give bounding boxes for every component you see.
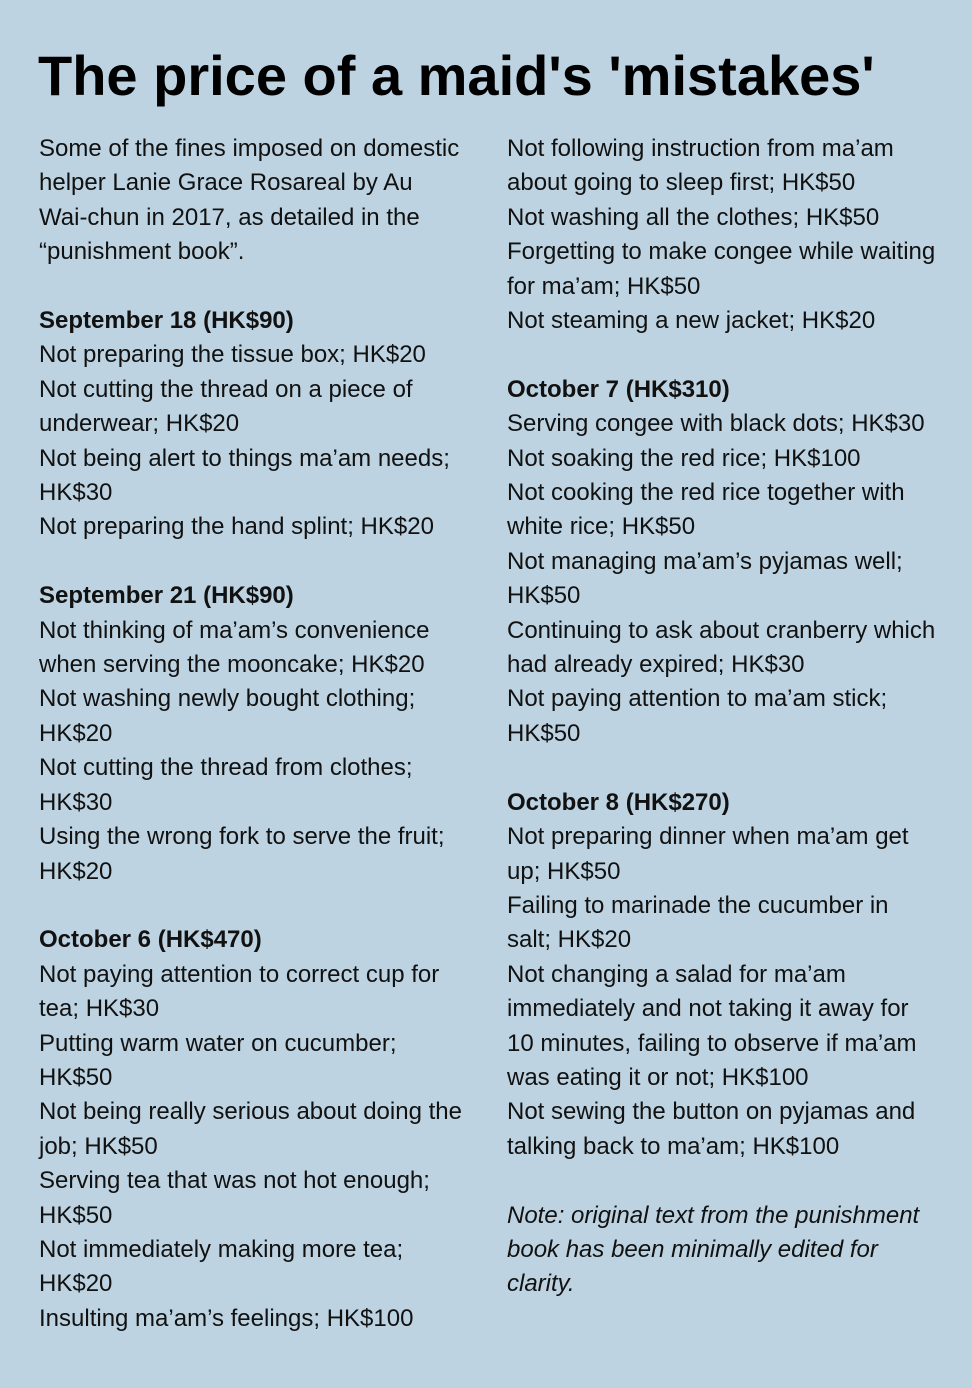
fine-item: Not changing a salad for ma’am immediately and not taking it away for 10 minutes, failing to observe if ma’am was eating it or not; HK$100 — [507, 960, 917, 1091]
right-column — [507, 132, 939, 1302]
fine-item: Not being alert to things ma’am needs; HK$30 — [39, 444, 450, 507]
fine-item: Not thinking of ma’am’s convenience when serving the mooncake; HK$20 — [39, 616, 430, 679]
section-october-8 — [507, 786, 939, 1164]
spacer — [507, 338, 939, 372]
fine-item: Not immediately making more tea; HK$20 — [39, 1235, 404, 1298]
left-column — [39, 132, 467, 1336]
section-heading: October 6 (HK$470) — [39, 926, 262, 954]
intro-text: Some of the fines imposed on domestic helper Lanie Grace Rosareal by Au Wai-chun in 2017, as detailed in the “punishment book”. — [39, 135, 460, 266]
fine-item: Continuing to ask about cranberry which had already expired; HK$30 — [507, 616, 936, 679]
fine-item: Not cutting the thread from clothes; HK$30 — [39, 754, 413, 816]
fine-item: Not cooking the red rice together with white rice; HK$50 — [507, 479, 905, 541]
fine-item: Not following instruction from ma’am about going to sleep first; HK$50 — [507, 135, 894, 197]
section-september-21 — [39, 579, 467, 889]
fine-item: Not preparing the tissue box; HK$20 — [39, 341, 426, 369]
page-title: The price of a maid's 'mistakes' — [38, 44, 875, 107]
fine-item: Using the wrong fork to serve the fruit; HK$20 — [39, 823, 445, 885]
fine-item: Serving congee with black dots; HK$30 — [507, 410, 925, 438]
spacer — [507, 1164, 939, 1198]
section-heading: October 7 (HK$310) — [507, 375, 730, 403]
spacer — [39, 270, 467, 304]
fine-item: Insulting ma’am’s feelings; HK$100 — [39, 1304, 414, 1332]
section-september-18 — [39, 304, 467, 545]
spacer — [39, 889, 467, 923]
section-october-6 — [39, 923, 467, 1336]
editorial-note: Note: original text from the punishment book has been minimally edited for clarity. — [507, 1201, 920, 1298]
section-heading: September 18 (HK$90) — [39, 307, 294, 335]
fine-item: Not cutting the thread on a piece of underwear; HK$20 — [39, 375, 413, 438]
section-october-7 — [507, 373, 939, 751]
fine-item: Serving tea that was not hot enough; HK$50 — [39, 1167, 430, 1229]
fine-item: Not being really serious about doing the job; HK$50 — [39, 1098, 462, 1160]
fine-item: Forgetting to make congee while waiting for ma’am; HK$50 — [507, 238, 936, 300]
fine-item: Not washing all the clothes; HK$50 — [507, 203, 880, 231]
fine-item: Not paying attention to ma’am stick; HK$50 — [507, 685, 888, 747]
section-heading: September 21 (HK$90) — [39, 582, 294, 610]
fine-item: Not preparing the hand splint; HK$20 — [39, 513, 434, 541]
fine-item: Not paying attention to correct cup for tea; HK$30 — [39, 960, 440, 1023]
section-october-6-continued — [507, 132, 939, 338]
fine-item: Failing to marinade the cucumber in salt; HK$20 — [507, 891, 889, 954]
fine-item: Not sewing the button on pyjamas and talking back to ma’am; HK$100 — [507, 1098, 916, 1160]
spacer — [507, 751, 939, 785]
fine-item: Not managing ma’am’s pyjamas well; HK$50 — [507, 547, 903, 610]
fine-item: Putting warm water on cucumber; HK$50 — [39, 1029, 397, 1091]
fine-item: Not soaking the red rice; HK$100 — [507, 444, 861, 472]
section-heading: October 8 (HK$270) — [507, 788, 730, 816]
fine-item: Not preparing dinner when ma’am get up; HK$50 — [507, 823, 909, 885]
fine-item: Not washing newly bought clothing; HK$20 — [39, 685, 416, 747]
spacer — [39, 545, 467, 579]
fine-item: Not steaming a new jacket; HK$20 — [507, 307, 876, 335]
